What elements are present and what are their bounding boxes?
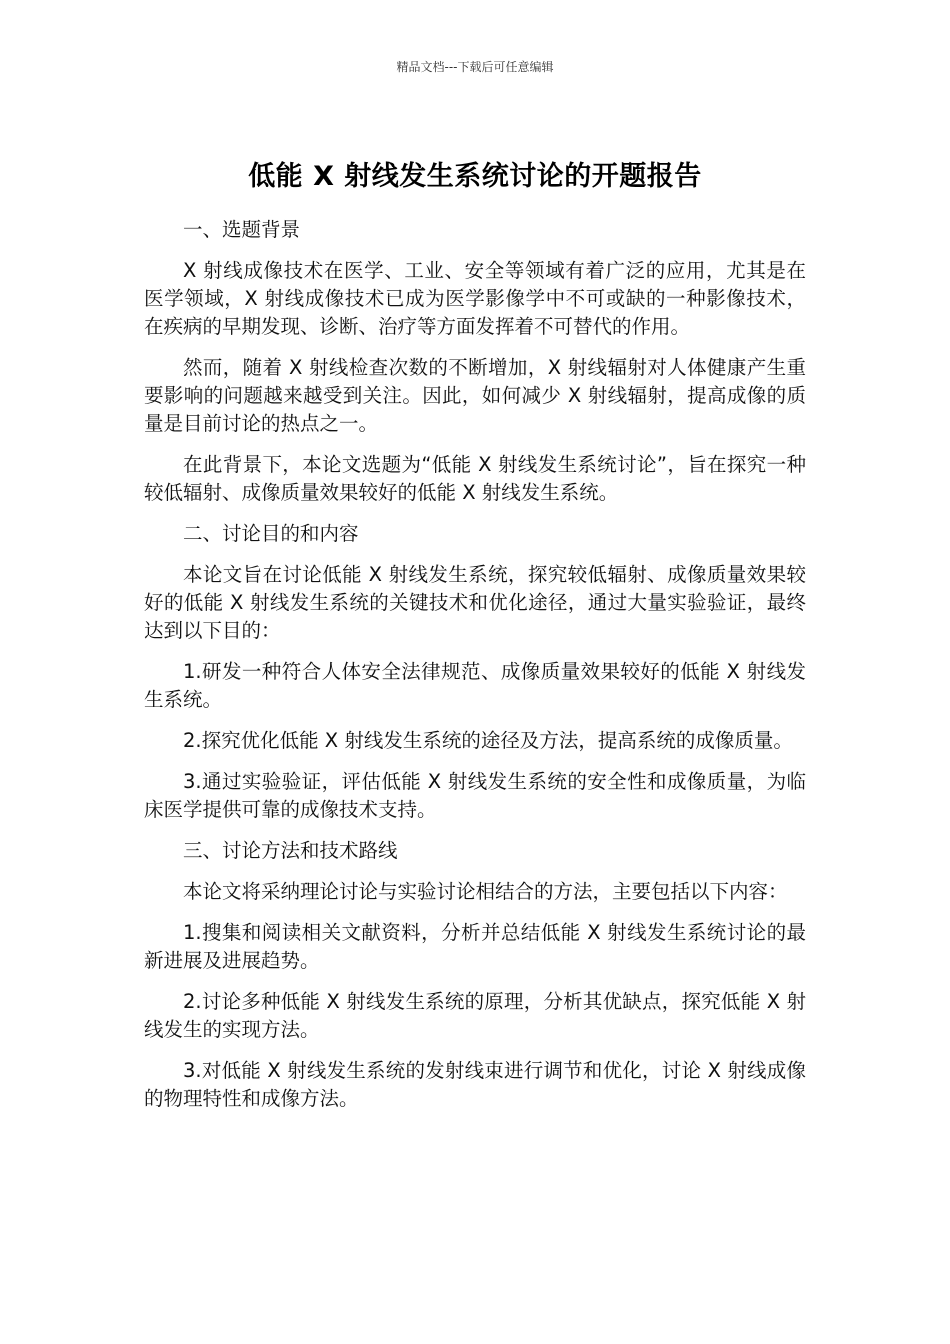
page-header: 精品文档---下载后可任意编辑: [396, 60, 554, 74]
paragraph: 本论文旨在讨论低能 X 射线发生系统，探究较低辐射、成像质量效果较好的低能 X 射线发生系统的关键技术和优化途径，通过大量实验验证，最终达到以下目的：: [144, 563, 806, 642]
document-body: [144, 216, 806, 1126]
section-heading-methods: 三、讨论方法和技术路线: [183, 839, 398, 862]
list-item: 3.对低能 X 射线发生系统的发射线束进行调节和优化，讨论 X 射线成像的物理特性和成像方法。: [144, 1059, 806, 1110]
paragraph: 本论文将采纳理论讨论与实验讨论相结合的方法，主要包括以下内容：: [183, 880, 788, 903]
paragraph: X 射线成像技术在医学、工业、安全等领域有着广泛的应用，尤其是在医学领域，X 射线成像技术已成为医学影像学中不可或缺的一种影像技术，在疾病的早期发现、诊断、治疗等方面发挥着不可替代的作用。: [144, 259, 806, 338]
list-item: 1.搜集和阅读相关文献资料，分析并总结低能 X 射线发生系统讨论的最新进展及进展趋势。: [144, 921, 806, 972]
section-heading-purpose: 二、讨论目的和内容: [183, 522, 359, 545]
list-item: 1.研发一种符合人体安全法律规范、成像质量效果较好的低能 X 射线发生系统。: [144, 660, 806, 711]
list-item: 2.探究优化低能 X 射线发生系统的途径及方法，提高系统的成像质量。: [183, 729, 793, 752]
list-item: 2.讨论多种低能 X 射线发生系统的原理，分析其优缺点，探究低能 X 射线发生的实现方法。: [144, 990, 806, 1041]
list-item: 3.通过实验验证，评估低能 X 射线发生系统的安全性和成像质量，为临床医学提供可靠的成像技术支持。: [144, 770, 806, 821]
paragraph: 在此背景下，本论文选题为“低能 X 射线发生系统讨论”，旨在探究一种较低辐射、成像质量效果较好的低能 X 射线发生系统。: [144, 453, 806, 504]
document-title: 低能 X 射线发生系统讨论的开题报告: [248, 161, 702, 193]
section-heading-background: 一、选题背景: [183, 218, 301, 241]
paragraph: 然而，随着 X 射线检查次数的不断增加，X 射线辐射对人体健康产生重要影响的问题越来越受到关注。因此，如何减少 X 射线辐射，提高成像的质量是目前讨论的热点之一。: [144, 356, 806, 435]
